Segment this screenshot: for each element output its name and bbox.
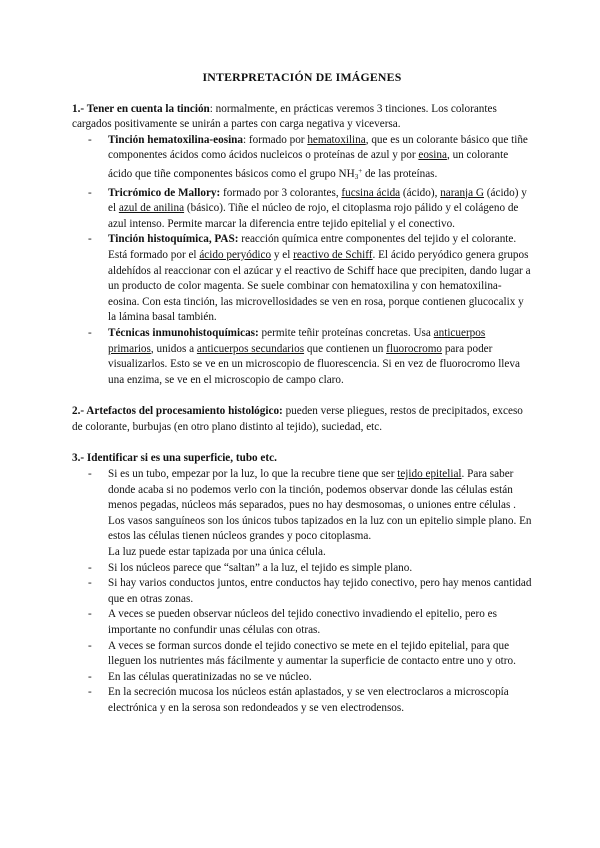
document-page bbox=[72, 70, 532, 733]
list-item: - En las células queratinizadas no se ve núcleo. bbox=[72, 670, 532, 686]
identificar-list-2 bbox=[72, 561, 532, 717]
list-item: - Si hay varios conductos juntos, entre conductos hay tejido conectivo, pero hay menos cantidad que en otras zonas. bbox=[72, 576, 532, 607]
section-artefactos bbox=[72, 404, 532, 435]
section-tincion-heading: 1.- Tener en cuenta la tinción bbox=[72, 102, 210, 115]
paragraph-luz: La luz puede estar tapizada por una única célula. bbox=[108, 546, 326, 559]
section-artefactos-text: 2.- Artefactos del procesamiento histológico: pueden verse pliegues, restos de precipitados, exceso de colorante, burbujas (en otro plano distinto al tejido), suciedad, etc. bbox=[72, 405, 523, 433]
section-artefactos-heading: 2.- Artefactos del procesamiento histológico: bbox=[72, 405, 283, 418]
list-item: - Si los núcleos parece que “saltan” a la luz, el tejido es simple plano. bbox=[72, 561, 532, 577]
tincion-list bbox=[72, 133, 532, 389]
list-item-pas: - Tinción histoquímica, PAS: reacción química entre componentes del tejido y el colorante. Está formado por el ácido peryódico y el reactivo de Schiff. El ácido peryódico genera grupos aldehídos al reaccionar con el azúcar y el reactivo de Schiff hace que precipiten, dando lugar a un producto de color magenta. Se suele combinar con hematoxilina y con hematoxilina-eosina. Con esta tinción, las microvellosidades se ven en rosa, porque contienen glucocalix y la lámina basal también. bbox=[72, 232, 532, 326]
list-item-hematoxilina-eosina: - Tinción hematoxilina-eosina: formado por hematoxilina, que es un colorante básico que tiñe componentes ácidos como ácidos nucleicos o proteínas de azul y por eosina, un colorante ácido que tiñe componentes básicos como el grupo $NH_3^+$ de las proteínas. bbox=[72, 133, 532, 186]
section-tincion-intro: 1.- Tener en cuenta la tinción: normalmente, en prácticas veremos 3 tinciones. Los colorantes cargados positivamente se unirán a partes con carga negativa y viceversa. bbox=[72, 102, 497, 131]
list-item: - En la secreción mucosa los núcleos están aplastados, y se ven electroclaros a microscopía electrónica y en la serosa son redondeados y se ven electrodensos. bbox=[72, 685, 532, 716]
list-item-tubo: - Si es un tubo, empezar por la luz, lo que la recubre tiene que ser tejido epitelial. Para saber donde acaba si no podemos verlo con la tinción, podemos observar donde las células están menos pegadas, núcleos más separados, pues no hay desmosomas, o uniones entre células . bbox=[72, 467, 532, 514]
section-identificar bbox=[72, 451, 532, 716]
list-item: - A veces se pueden observar núcleos del tejido conectivo invadiendo el epitelio, pero es importante no confundir unas células con otras. bbox=[72, 607, 532, 638]
list-item-tricromico-mallory: - Tricrómico de Mallory: formado por 3 colorantes, fucsina ácida (ácido), naranja G (ácido) y el azul de anilina (básico). Tiñe el núcleo de rojo, el citoplasma rojo pálido y el colágeno de azul intenso. Permite marcar la diferencia entre tejido epitelial y el conectivo. bbox=[72, 186, 532, 233]
paragraph-vasos: Los vasos sanguíneos son los únicos tubos tapizados en la luz con un epitelio simple plano. En estos las células tienen núcleos grandes y poco citoplasma. bbox=[108, 514, 532, 543]
section-identificar-heading: 3.- Identificar si es una superficie, tubo etc. bbox=[72, 452, 277, 465]
page-title: INTERPRETACIÓN DE IMÁGENES bbox=[202, 70, 402, 84]
list-item-inmunohistoquimicas: - Técnicas inmunohistoquímicas: permite teñir proteínas concretas. Usa anticuerpos primarios, unidos a anticuerpos secundarios que contienen un fluorocromo para poder visualizarlos. Esto se ve en un microscopio de fluorescencia. Si en vez de fluorocromo lleva una enzima, se ve en el microscopio de campo claro. bbox=[72, 326, 532, 388]
identificar-list bbox=[72, 467, 532, 514]
list-item: - A veces se forman surcos donde el tejido conectivo se mete en el tejido epitelial, para que lleguen los nutrientes más fácilmente y aumentar la superficie de contacto entre uno y otro. bbox=[72, 639, 532, 670]
section-tincion bbox=[72, 102, 532, 389]
